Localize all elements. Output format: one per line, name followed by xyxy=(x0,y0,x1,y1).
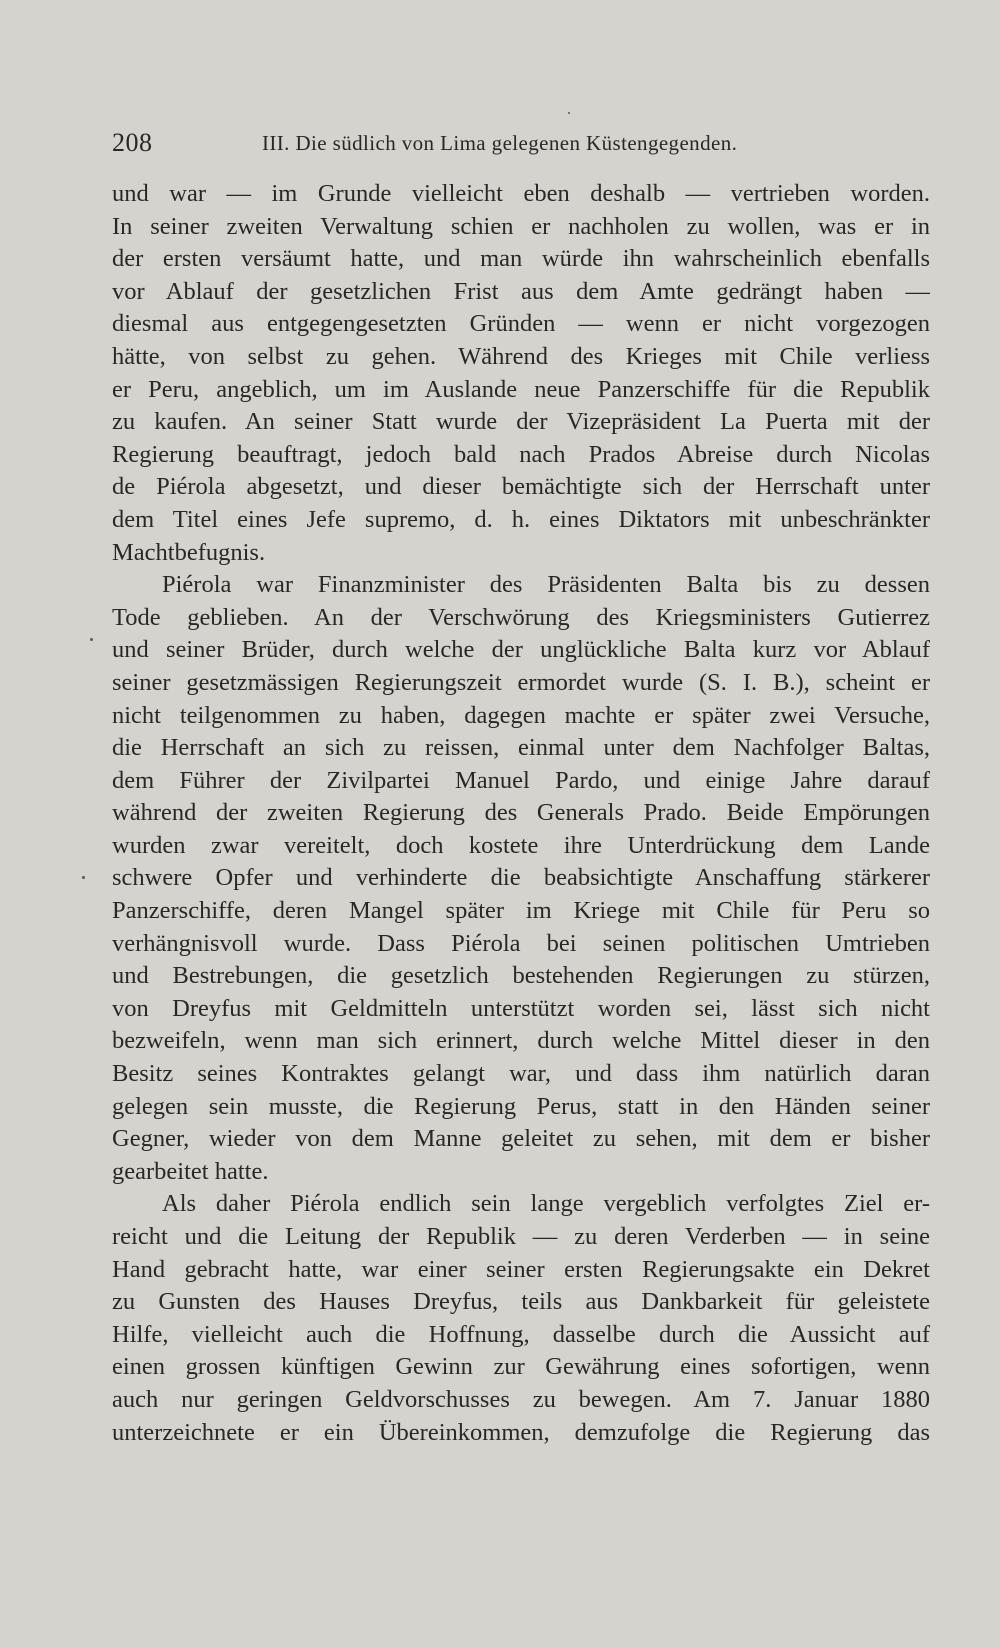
text-line: unterzeichnete er ein Übereinkommen, demzufolge die Regierung das xyxy=(112,1418,930,1446)
text-line: dem Titel eines Jefe supremo, d. h. eines Diktators mit unbeschränkter xyxy=(112,505,930,533)
text-line: und seiner Brüder, durch welche der unglückliche Balta kurz vor Ablauf xyxy=(112,636,930,664)
text-line: der ersten versäumt hatte, und man würde ihn wahrscheinlich ebenfalls xyxy=(112,245,930,273)
text-line: gelegen sein musste, die Regierung Perus, statt in den Händen seiner xyxy=(112,1092,930,1120)
text-line: de Piérola abgesetzt, und dieser bemächtigte sich der Herrschaft unter xyxy=(112,473,930,501)
text-line: hätte, von selbst zu gehen. Während des Krieges mit Chile verliess xyxy=(112,342,930,370)
text-line: Hand gebracht hatte, war einer seiner ersten Regierungsakte ein Dekret xyxy=(112,1255,930,1283)
chapter-heading: III. Die südlich von Lima gelegenen Küstengegenden. xyxy=(262,131,738,155)
running-head xyxy=(112,128,902,162)
text-line: reicht und die Leitung der Republik — zu deren Verderben — in seine xyxy=(112,1223,930,1250)
text-line: während der zweiten Regierung des Generals Prado. Beide Empörungen xyxy=(112,799,930,827)
text-line: Machtbefugnis. xyxy=(112,538,266,566)
text-line: auch nur geringen Geldvorschusses zu bewegen. Am 7. Januar 1880 xyxy=(112,1385,930,1413)
print-speck xyxy=(568,112,570,114)
text-line: vor Ablauf der gesetzlichen Frist aus dem Amte gedrängt haben — xyxy=(112,277,930,305)
text-line: Als daher Piérola endlich sein lange vergeblich verfolgtes Ziel er- xyxy=(162,1190,930,1218)
text-line: zu Gunsten des Hauses Dreyfus, teils aus Dankbarkeit für geleistete xyxy=(112,1288,930,1316)
print-speck xyxy=(90,638,93,641)
text-line: einen grossen künftigen Gewinn zur Gewährung eines sofortigen, wenn xyxy=(112,1353,930,1381)
text-line: verhängnisvoll wurde. Dass Piérola bei seinen politischen Umtrieben xyxy=(112,929,930,957)
text-line: gearbeitet hatte. xyxy=(112,1157,269,1185)
text-line: die Herrschaft an sich zu reissen, einmal unter dem Nachfolger Baltas, xyxy=(112,734,930,762)
text-line: er Peru, angeblich, um im Auslande neue Panzerschiffe für die Republik xyxy=(112,375,930,403)
body-text xyxy=(112,178,930,1449)
text-line: und war — im Grunde vielleicht eben deshalb — vertrieben worden. xyxy=(112,180,930,207)
text-line: schwere Opfer und verhinderte die beabsichtigte Anschaffung stärkerer xyxy=(112,864,930,892)
text-line: bezweifeln, wenn man sich erinnert, durch welche Mittel dieser in den xyxy=(112,1027,930,1055)
text-line: Piérola war Finanzminister des Präsidenten Balta bis zu dessen xyxy=(162,571,930,599)
text-line: Besitz seines Kontraktes gelangt war, und dass ihm natürlich daran xyxy=(112,1060,930,1088)
page-number: 208 xyxy=(112,128,153,157)
text-line: wurden zwar vereitelt, doch kostete ihre Unterdrückung dem Lande xyxy=(112,831,930,859)
text-line: Hilfe, vielleicht auch die Hoffnung, dasselbe durch die Aussicht auf xyxy=(112,1320,930,1348)
text-line: Tode geblieben. An der Verschwörung des Kriegsministers Gutierrez xyxy=(112,603,930,631)
text-line: und Bestrebungen, die gesetzlich bestehenden Regierungen zu stürzen, xyxy=(112,962,930,990)
text-line: In seiner zweiten Verwaltung schien er nachholen zu wollen, was er in xyxy=(112,212,930,240)
print-speck xyxy=(82,876,85,879)
text-line: diesmal aus entgegengesetzten Gründen — wenn er nicht vorgezogen xyxy=(112,310,930,338)
text-line: Regierung beauftragt, jedoch bald nach Prados Abreise durch Nicolas xyxy=(112,440,930,468)
text-line: Gegner, wieder von dem Manne geleitet zu sehen, mit dem er bisher xyxy=(112,1125,930,1153)
text-line: Panzerschiffe, deren Mangel später im Kriege mit Chile für Peru so xyxy=(112,897,930,925)
text-line: zu kaufen. An seiner Statt wurde der Vizepräsident La Puerta mit der xyxy=(112,408,930,436)
text-line: von Dreyfus mit Geldmitteln unterstützt worden sei, lässt sich nicht xyxy=(112,994,930,1022)
text-line: nicht teilgenommen zu haben, dagegen machte er später zwei Versuche, xyxy=(112,701,930,729)
text-line: seiner gesetzmässigen Regierungszeit ermordet wurde (S. I. B.), scheint er xyxy=(112,668,930,696)
text-line: dem Führer der Zivilpartei Manuel Pardo, und einige Jahre darauf xyxy=(112,766,930,794)
